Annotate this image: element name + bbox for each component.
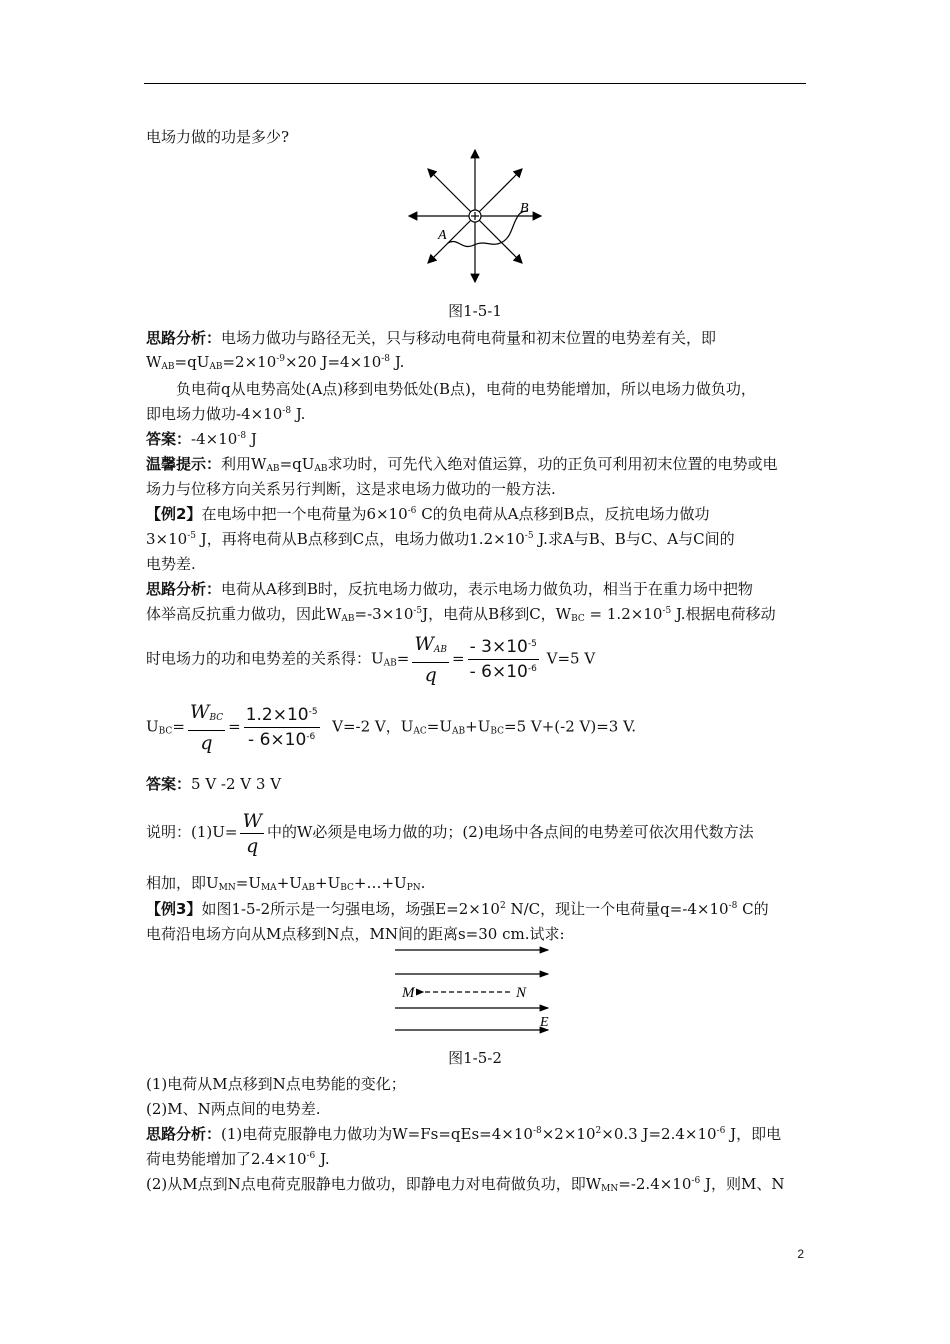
- figure-caption: 图1-5-2: [448, 1049, 502, 1067]
- analysis-para2-line-1: 负电荷q从电势高处(A点)移到电势低处(B点)，电荷的电势能增加，所以电场力做负功，: [176, 380, 756, 398]
- ubc-equation: $U_{BC}=$ $\frac{W_{BC}}{q}$ = $\frac{1.2\times 10^{-5}}{- 6\times 10^{-6}}$ V=-2 V，$U_{AC}=U_{AB}+U_{BC}=5$ V+(-2 V)=3 V.: [146, 701, 637, 754]
- note-line-1: 说明：(1)U= $\frac{W}{q}$ 中的W必须是电场力做的功；(2)电场中各点间的电势差可依次用代数方法: [146, 809, 754, 857]
- example-3-line-1: 【例3】如图1-5-2所示是一匀强电场，场强$E=2\times 10^2$ N/C，现让一个电荷量$q=-4\times 10^{-8}$ C的: [146, 900, 769, 918]
- answer-2: 答案：5 V -2 V 3 V: [146, 775, 282, 793]
- field-line: [428, 216, 475, 263]
- header-rule: [144, 83, 806, 84]
- example-2-line-1: 【例2】在电场中把一个电荷量为$6\times 10^{-6}$ C的负电荷从A点移到B点，反抗电场力做功: [146, 505, 710, 523]
- answer-1: 答案：$-4\times 10^{-8}$ J: [146, 430, 257, 448]
- uab-equation: 时电场力的功和电势差的关系得：$U_{AB}=$ $\frac{W_{AB}}{q}$ = $\frac{- 3\times 10^{-5}}{- 6\times 10^{-6}}$ V=5 V: [146, 633, 596, 686]
- tip-line-2: 场力与位移方向关系另行判断，这是求电场力做功的一般方法.: [146, 480, 556, 498]
- figure-1-5-1: [400, 145, 550, 285]
- question-1: (1)电荷从M点移到N点电势能的变化；: [146, 1075, 406, 1093]
- figure-caption: 图1-5-1: [448, 302, 502, 320]
- label-n: N: [516, 985, 527, 1001]
- label-a: A: [438, 228, 447, 243]
- field-line: [428, 169, 475, 216]
- ex3-analysis-line-3: (2)从M点到N点电荷克服静电力做功，即静电力对电荷做负功，即$W_{MN}=-2.4\times 10^{-6}$ J，则M、N: [146, 1175, 785, 1194]
- ex3-analysis-line-2: 荷电势能增加了$2.4\times 10^{-6}$ J.: [146, 1150, 330, 1168]
- note-line-2: 相加，即$U_{MN}=U_{MA}+U_{AB}+U_{BC}+\dots+U_{PN}$.: [146, 874, 426, 893]
- example-2-line-3: 电势差.: [146, 555, 196, 573]
- analysis-line-1: 思路分析：电场力做功与路径无关，只与移动电荷电荷量和初末位置的电势差有关，即: [146, 329, 717, 347]
- ex2-analysis-line-2: 体举高反抗重力做功，因此$W_{AB}=-3\times 10^{-5}J$，电荷从B移到C，$W_{BC} = 1.2\times 10^{-5}$ J.根据电荷移动: [146, 605, 776, 624]
- field-line: [475, 169, 522, 216]
- label-e: E: [540, 1015, 549, 1030]
- analysis-formula: $W_{AB}=qU_{AB}=2\times 10^{-9}\times 20$ $J=4\times 10^{-8}$ J.: [146, 353, 405, 372]
- label-m: M: [402, 985, 415, 1001]
- question-tail: 电场力做的功是多少?: [146, 128, 290, 146]
- question-2: (2)M、N两点间的电势差.: [146, 1100, 321, 1118]
- tip-line-1: 温馨提示：利用$W_{AB}=qU_{AB}$求功时，可先代入绝对值运算，功的正负可利用初末位置的电势或电: [146, 455, 778, 474]
- ex3-analysis-line-1: 思路分析：(1)电荷克服静电力做功为$W=Fs=qEs=4\times 10^{-8}\times 2\times 10^2\times 0.3$ $J=2.4\times 10^{-6}$ J，即电: [146, 1125, 782, 1143]
- figure-1-5-2: [390, 942, 560, 1037]
- analysis-para2-line-2: 即电场力做功$-4\times 10^{-8}$ J.: [146, 405, 306, 423]
- example-3-line-2: 电荷沿电场方向从M点移到N点，MN间的距离s=30 cm.试求:: [146, 925, 565, 943]
- label-b: B: [520, 201, 529, 216]
- page-number: 2: [797, 1247, 804, 1261]
- ex2-analysis-line-1: 思路分析：电荷从A移到B时，反抗电场力做功，表示电场力做负功，相当于在重力场中把物: [146, 580, 753, 598]
- example-2-line-2: $3\times 10^{-5}$ J，再将电荷从B点移到C点，电场力做功$1.2\times 10^{-5}$ J.求A与B、B与C、A与C间的: [146, 530, 735, 548]
